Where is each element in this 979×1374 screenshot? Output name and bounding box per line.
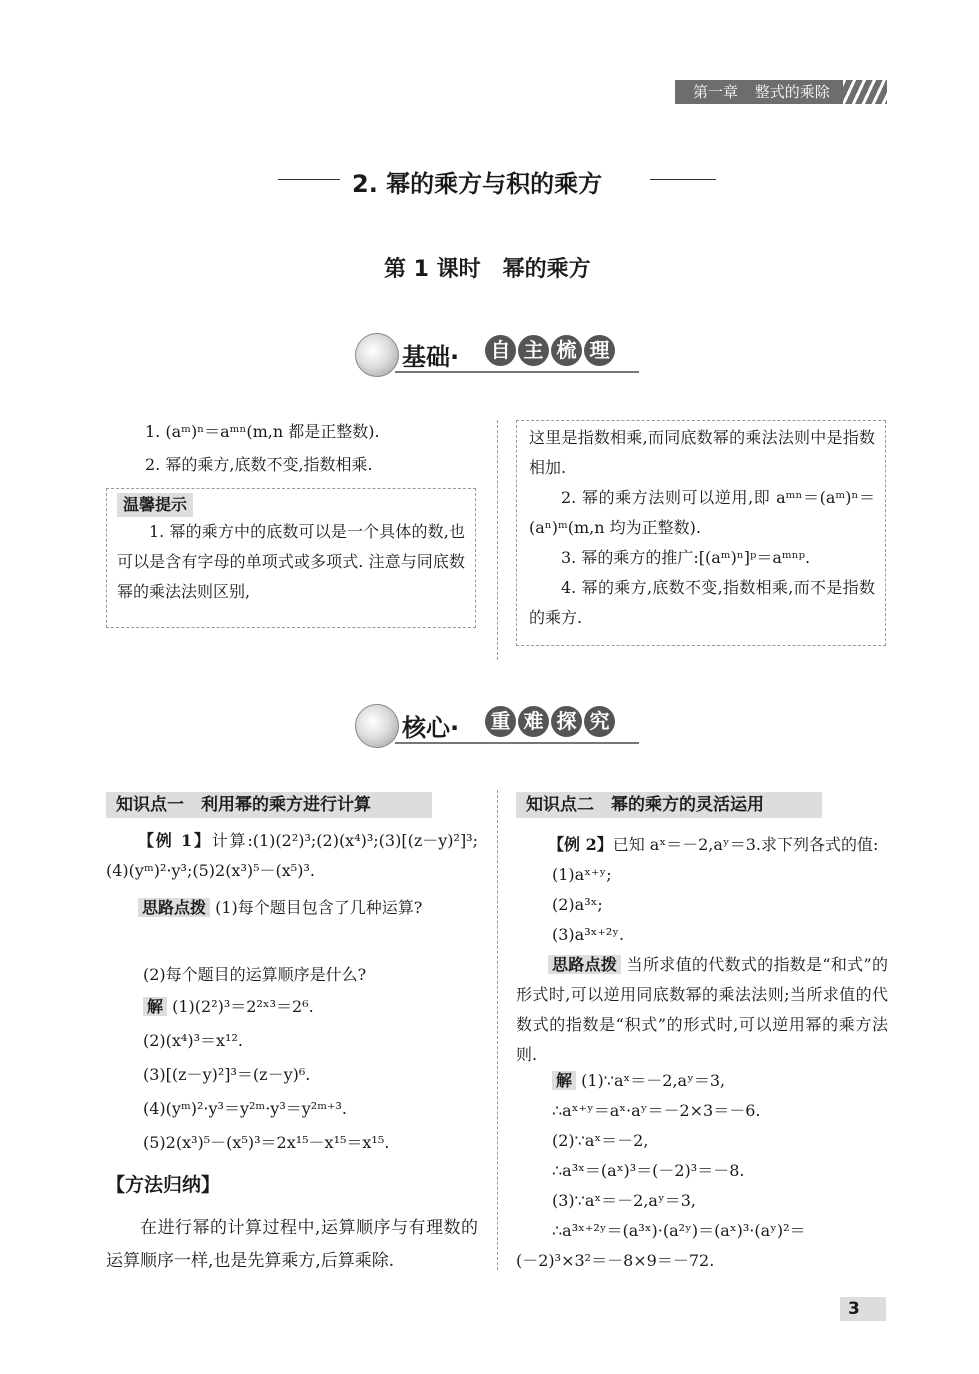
tip-right-p4: 4. 幂的乘方,底数不变,指数相乘,而不是指数的乘方. <box>529 578 875 627</box>
banner-char: 自 <box>485 335 516 366</box>
kp2-part-1: (1)aˣ⁺ʸ; <box>552 865 612 884</box>
column-divider-top <box>497 420 498 660</box>
kp2-solution-2: ∴aˣ⁺ʸ＝aˣ·aʸ＝－2×3＝－6. <box>552 1101 761 1120</box>
solution-label: 解 <box>143 997 167 1016</box>
page-number: 3 <box>840 1297 886 1321</box>
kp1-title: 知识点一 利用幂的乘方进行计算 <box>106 792 432 818</box>
tip-right-p2: 2. 幂的乘方法则可以逆用,即 aᵐⁿ＝(aᵐ)ⁿ＝(aⁿ)ᵐ(m,n 均为正整数). <box>529 488 875 537</box>
kp1-hint <box>106 893 478 923</box>
solution-line: (1)∵aˣ＝－2,aʸ＝3, <box>581 1071 726 1090</box>
kp2-solution-6: ∴a³ˣ⁺²ʸ＝(a³ˣ)·(a²ʸ)＝(aˣ)³·(aʸ)²＝ <box>552 1221 806 1240</box>
banner-char: 理 <box>584 335 615 366</box>
kp2-solution-7: (－2)³×3²＝－8×9＝－72. <box>516 1251 715 1270</box>
banner-core-main: 核心· <box>402 714 460 742</box>
kp2-part-2: (2)a³ˣ; <box>552 895 603 914</box>
kp2-example <box>516 830 888 860</box>
column-divider-bottom <box>497 790 498 1270</box>
kp1-solution-5: (5)2(x³)⁵－(x⁵)³＝2x¹⁵－x¹⁵＝x¹⁵. <box>143 1133 390 1152</box>
banner-core <box>355 704 640 748</box>
kp1-solution-3: (3)[(z－y)²]³＝(z－y)⁶. <box>143 1065 311 1084</box>
kp2-solution-5: (3)∵aˣ＝－2,aʸ＝3, <box>552 1191 697 1210</box>
chapter-label: 第一章 <box>693 83 739 101</box>
hint-label: 思路点拨 <box>138 898 210 917</box>
banner-underline <box>395 742 639 744</box>
title-rule-left <box>278 179 340 180</box>
banner-char: 重 <box>485 706 516 737</box>
basics-item-2: 2. 幂的乘方,底数不变,指数相乘. <box>145 455 373 474</box>
kp1-solution-2: (2)(x⁴)³＝x¹². <box>143 1031 243 1050</box>
example-text: 计算:(1)(2²)³;(2)(x⁴)³;(3)[(z－y)²]³;(4)(yᵐ)²·y³;(5)2(x³)⁵－(x⁵)³. <box>106 831 478 880</box>
tip-box-right <box>516 420 886 646</box>
banner-core-chars <box>485 706 615 737</box>
pencil-icon <box>355 333 399 377</box>
kp2-hint <box>516 950 888 1070</box>
tip-text-left: 1. 幂的乘方中的底数可以是一个具体的数,也可以是含有字母的单项式或多项式. 注意与同底数幂的乘法法则区别, <box>117 522 465 601</box>
tip-label: 温馨提示 <box>117 493 193 517</box>
example-label: 【例 2】 <box>548 835 613 854</box>
title-rule-right <box>650 179 716 180</box>
example-label: 【例 1】 <box>138 831 212 850</box>
kp1-hint-2: (2)每个题目的运算顺序是什么? <box>143 965 367 984</box>
kp2-solution-3: (2)∵aˣ＝－2, <box>552 1131 649 1150</box>
banner-basics-main: 基础· <box>402 343 460 371</box>
kp2-solution-4: ∴a³ˣ＝(aˣ)³＝(－2)³＝－8. <box>552 1161 745 1180</box>
banner-basics-chars <box>485 335 615 366</box>
method-title: 【方法归纳】 <box>106 1174 221 1196</box>
banner-char: 梳 <box>551 335 582 366</box>
kp1-solution-4: (4)(yᵐ)²·y³＝y²ᵐ·y³＝y²ᵐ⁺³. <box>143 1099 347 1118</box>
banner-char: 难 <box>518 706 549 737</box>
banner-basics <box>355 333 640 377</box>
kp1-solution-1 <box>143 992 314 1022</box>
solution-line: (1)(2²)³＝2²ˣ³＝2⁶. <box>172 997 314 1016</box>
chapter-header <box>675 80 887 104</box>
hint-text-1: (1)每个题目包含了几种运算? <box>215 898 423 917</box>
example-text: 已知 aˣ＝－2,aʸ＝3.求下列各式的值: <box>612 835 879 854</box>
kp1-example <box>106 826 478 886</box>
section-title: 2. 幂的乘方与积的乘方 <box>352 170 603 198</box>
chapter-title: 整式的乘除 <box>754 83 830 101</box>
method-text: 在进行幂的计算过程中,运算顺序与有理数的运算顺序一样,也是先算乘方,后算乘除. <box>106 1218 478 1271</box>
tip-right-p3: 3. 幂的乘方的推广:[(aᵐ)ⁿ]ᵖ＝aᵐⁿᵖ. <box>561 548 811 567</box>
book-icon <box>355 704 399 748</box>
tip-box-left <box>106 488 476 628</box>
solution-label: 解 <box>552 1071 576 1090</box>
kp2-part-3: (3)a³ˣ⁺²ʸ. <box>552 925 625 944</box>
banner-char: 探 <box>551 706 582 737</box>
basics-item-1: 1. (aᵐ)ⁿ＝aᵐⁿ(m,n 都是正整数). <box>145 422 380 441</box>
lesson-title: 第 1 课时 幂的乘方 <box>384 257 591 282</box>
banner-char: 究 <box>584 706 615 737</box>
banner-underline <box>395 371 639 373</box>
kp2-title: 知识点二 幂的乘方的灵活运用 <box>516 792 822 818</box>
hint-text: 当所求值的代数式的指数是“和式”的形式时,可以逆用同底数幂的乘法法则;当所求值的代数式的指数是“积式”的形式时,可以逆用幂的乘方法则. <box>516 955 888 1064</box>
kp2-solution-1 <box>552 1066 725 1096</box>
banner-char: 主 <box>518 335 549 366</box>
hint-label: 思路点拨 <box>548 955 621 974</box>
tip-right-p1: 这里是指数相乘,而同底数幂的乘法法则中是指数相加. <box>529 428 875 477</box>
header-stripes <box>843 80 887 104</box>
